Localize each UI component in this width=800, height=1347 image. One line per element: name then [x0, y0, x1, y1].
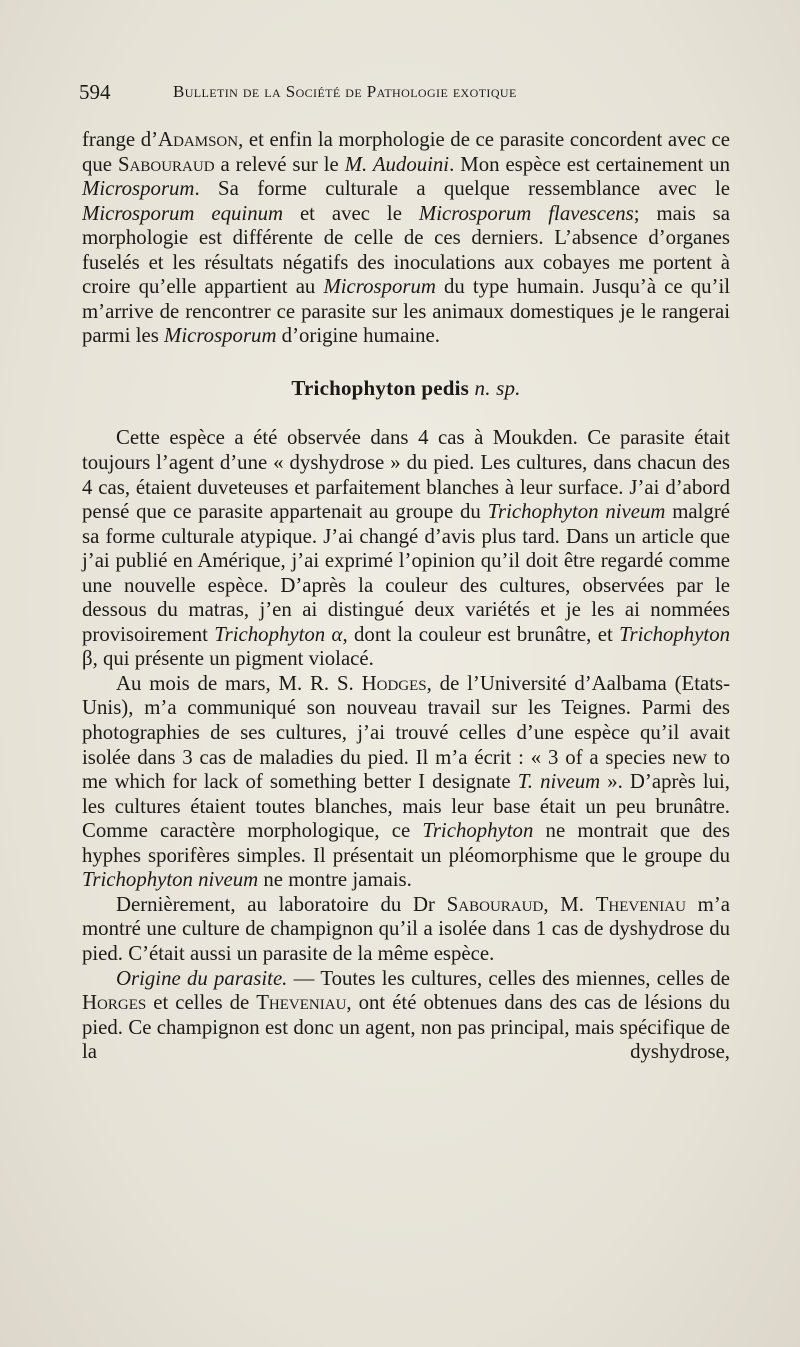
running-header	[79, 80, 719, 110]
paragraph-trichophyton-observation: Cette espèce a été observée dans 4 cas à Moukden. Ce parasite était toujours l’agent d’une « dyshydrose » du pied. Les cultures, dans chacun des 4 cas, étaient duveteuses et parfaitement blanches à leur surface. J’ai d’abord pensé que ce parasite appartenait au groupe du Trichophyton niveum malgré sa forme culturale atypique. J’ai changé d’avis plus tard. Dans un article que j’ai publié en Amérique, j’ai exprimé l’opinion qu’il doit être regardé comme une nouvelle espèce. D’après la couleur des cultures, observées par le dessous du matras, j’en ai distingué deux variétés et je les ai nommées provisoirement Trichophyton α, dont la couleur est brunâtre, et Trichophyton β, qui présente un pigment violacé.	[82, 426, 730, 671]
paragraph-theveniau: Dernièrement, au laboratoire du Dr Sabouraud, M. Theveniau m’a montré une culture de champignon qu’il a isolée dans 1 cas de dyshydrose du pied. C’était aussi un parasite de la même espèce.	[82, 892, 730, 965]
paragraph-microsporum-conclusion: frange d’Adamson, et enfin la morphologie de ce parasite concordent avec ce que Sabouraud a relevé sur le M. Audouini. Mon espèce est certainement un Microsporum. Sa forme culturale a quelque ressemblance avec le Microsporum equinum et avec le Microsporum flavescens; mais sa morphologie est différente de celle de ces derniers. L’absence d’organes fuselés et les résultats négatifs des inoculations aux cobayes me portent à croire qu’elle appartient au Microsporum du type humain. Jusqu’à ce qu’il m’arrive de rencontrer ce parasite sur les animaux domestiques je le rangerai parmi les Microsporum d’origine humaine.	[82, 128, 730, 348]
journal-title: Bulletin de la Société de Pathologie exotique	[173, 82, 517, 101]
page-number: 594	[79, 80, 111, 104]
paragraph-origin: Origine du parasite. — Toutes les cultures, celles des miennes, celles de Horges et celles de Theveniau, ont été obtenues dans des cas de lésions du pied. Ce champignon est donc un agent, non pas principal, mais spécifique de la dyshydrose,	[82, 966, 731, 1064]
article-body	[82, 128, 730, 1065]
section-heading: Trichophyton pedis n. sp.	[291, 375, 521, 400]
paragraph-hodges: Au mois de mars, M. R. S. Hodges, de l’Université d’Aalbama (Etats-Unis), m’a communiqué son nouveau travail sur les Teignes. Parmi des photographies de ses cultures, j’ai trouvé celles d’une espèce qu’il avait isolée dans 3 cas de maladies du pied. Il m’a écrit : « 3 of a species new to me which for lack of something better I designate T. niveum ». D’après lui, les cultures étaient toutes blanches, mais leur base était un peu brunâtre. Comme caractère morphologique, ce Trichophyton ne montrait que des hyphes sporifères simples. Il présentait un pléomorphisme que le groupe du Trichophyton niveum ne montre jamais.	[82, 671, 731, 892]
